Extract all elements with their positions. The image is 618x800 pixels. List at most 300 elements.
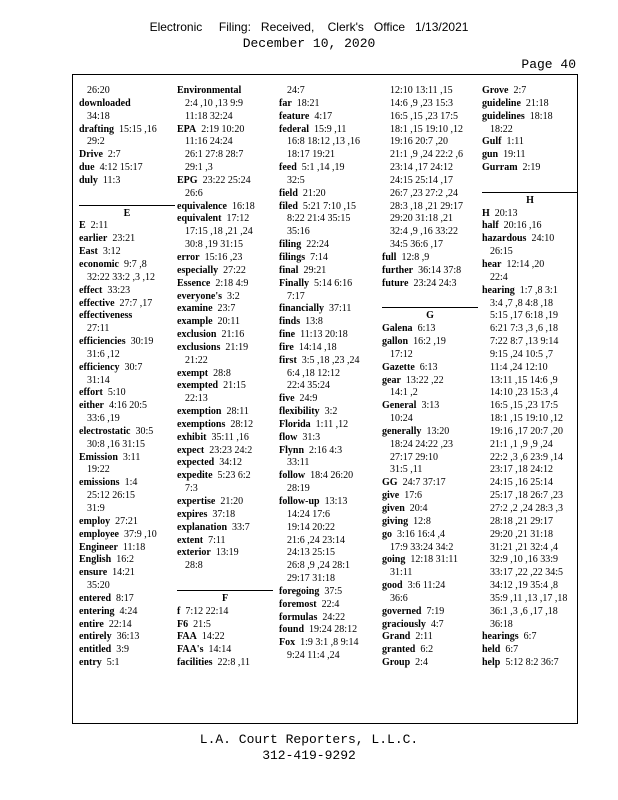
- index-entry: [279, 445, 375, 458]
- page-line-refs: 22:4: [321, 598, 340, 610]
- index-entry: [79, 387, 175, 400]
- index-entry-continuation: [482, 452, 578, 465]
- index-term: examine: [177, 303, 213, 315]
- index-entry-continuation: [382, 136, 478, 149]
- index-entry: [79, 593, 175, 606]
- page-line-refs: 36:1 ,3 ,6 ,17 ,18: [490, 605, 558, 617]
- index-entry-continuation: [382, 452, 478, 465]
- page-line-refs: 17:12: [226, 213, 250, 225]
- index-entry: [382, 336, 478, 349]
- section-divider: [177, 590, 273, 591]
- index-entry: [177, 278, 273, 291]
- page-line-refs: 12:8 ,9: [401, 251, 430, 263]
- page-line-refs: 6:7: [505, 644, 519, 656]
- index-entry: [279, 612, 375, 625]
- page-line-refs: 16:5 ,15 ,23 17:5: [390, 110, 459, 122]
- index-entry-continuation: [279, 175, 375, 188]
- index-entry-continuation: [79, 323, 175, 336]
- page-line-refs: 7:17: [287, 290, 305, 302]
- index-entry-continuation: [79, 85, 175, 98]
- index-entry: [177, 432, 273, 445]
- index-term: entry: [79, 657, 102, 669]
- index-entry: [177, 201, 273, 214]
- page-line-refs: 7:3: [185, 483, 198, 495]
- index-entry: [279, 162, 375, 175]
- index-entry: [177, 522, 273, 535]
- page-line-refs: 11:18: [122, 541, 146, 553]
- index-entry: [79, 175, 175, 188]
- index-entry: [177, 85, 273, 98]
- index-entry-continuation: [382, 593, 478, 606]
- index-term: drafting: [79, 123, 114, 135]
- page-line-refs: 14:24 17:6: [287, 508, 331, 520]
- page-line-refs: 7:22 8:7 ,13 9:14: [490, 336, 559, 348]
- index-entry: [382, 657, 478, 670]
- page-line-refs: 35:11 ,16: [211, 431, 249, 443]
- index-entry-continuation: [382, 149, 478, 162]
- page-line-refs: 5:23 6:2: [217, 470, 251, 482]
- index-entry: [177, 252, 273, 265]
- page-line-refs: 21:1 ,1 ,9 ,9 ,24: [490, 438, 553, 450]
- page-line-refs: 2:7: [107, 149, 121, 161]
- page-line-refs: 24:15 25:14 ,17: [390, 174, 454, 186]
- section-letter: G: [426, 310, 434, 322]
- index-term: Gurram: [482, 162, 518, 174]
- page-line-refs: 21:20: [220, 496, 244, 507]
- index-term: guidelines: [482, 110, 525, 122]
- index-term: follow: [279, 470, 306, 482]
- page-line-refs: 13:11 ,15 14:6 ,9: [490, 374, 558, 386]
- index-entry: [79, 631, 175, 644]
- index-entry: [279, 188, 375, 201]
- page-line-refs: 29:17 31:18: [287, 573, 336, 585]
- index-term: exempted: [177, 380, 219, 392]
- index-entry: [482, 259, 578, 272]
- index-entry-continuation: [279, 483, 375, 496]
- index-entry: [382, 265, 478, 278]
- index-entry-continuation: [382, 239, 478, 252]
- index-term: electrostatic: [79, 425, 131, 437]
- page-line-refs: 3:9: [116, 644, 129, 656]
- page-line-refs: 3:4 ,7 ,8 4:8 ,18: [490, 297, 554, 309]
- index-entry: [79, 336, 175, 349]
- index-entry: [382, 516, 478, 529]
- index-entry-continuation: [482, 477, 578, 490]
- page-line-refs: 36:18: [490, 618, 513, 630]
- page-line-refs: 31:11: [390, 567, 413, 579]
- index-entry: [177, 380, 273, 393]
- index-entry: [382, 362, 478, 375]
- index-term: exclusions: [177, 341, 221, 353]
- index-term: entering: [79, 605, 115, 617]
- index-term: GG: [382, 477, 398, 489]
- page-line-refs: 15:16 ,23: [204, 251, 243, 263]
- index-entry-continuation: [79, 464, 175, 477]
- page-line-refs: 3:12: [102, 246, 121, 258]
- page-line-refs: 25:17 ,18 26:7 ,23: [490, 490, 564, 502]
- index-entry: [279, 201, 375, 214]
- page-line-refs: 17:6: [404, 490, 422, 502]
- page-line-refs: 37:18: [212, 508, 236, 520]
- page-line-refs: 25:12 26:15: [87, 490, 136, 502]
- page-line-refs: 31:6 ,12: [87, 348, 120, 360]
- page-line-refs: 26:7 ,23 27:2 ,24: [390, 187, 459, 199]
- index-term: governed: [382, 605, 422, 617]
- page-line-refs: 32:22 33:2 ,3 ,12: [87, 271, 156, 283]
- index-entry-continuation: [482, 503, 578, 516]
- page-line-refs: 29:20 31:18 ,21: [390, 213, 454, 225]
- index-entry-continuation: [482, 387, 578, 400]
- index-entry: [177, 303, 273, 316]
- index-entry-continuation: [482, 580, 578, 593]
- page-line-refs: 20:16 ,16: [503, 220, 542, 232]
- page-line-refs: 27:7 ,17: [119, 297, 153, 309]
- page-line-refs: 27:11: [87, 323, 110, 335]
- index-term: filing: [279, 239, 302, 251]
- page-line-refs: 35:9 ,11 ,13 ,17 ,18: [490, 592, 568, 604]
- index-entry-continuation: [482, 323, 578, 336]
- index-entry-continuation: [382, 464, 478, 477]
- index-term: Emission: [79, 451, 118, 463]
- index-entry: [177, 619, 273, 632]
- index-term: effective: [79, 297, 115, 309]
- page-line-refs: 28:11: [226, 406, 249, 418]
- index-entry: [482, 162, 578, 175]
- index-term: efficiencies: [79, 336, 126, 348]
- index-entry: [382, 644, 478, 657]
- index-entry-continuation: [279, 380, 375, 393]
- index-entry: [79, 619, 175, 632]
- index-entry-continuation: [177, 560, 273, 573]
- index-term: far: [279, 97, 292, 109]
- page-line-refs: 14:22: [201, 631, 225, 643]
- page-line-refs: 6:21 7:3 ,3 ,6 ,18: [490, 323, 559, 335]
- index-term: exemptions: [177, 418, 226, 430]
- index-term: expedite: [177, 470, 213, 482]
- index-entry-continuation: [382, 439, 478, 452]
- index-entry: [79, 477, 175, 490]
- index-entry-continuation: [177, 573, 273, 586]
- page-line-refs: 15:15 ,16: [119, 123, 157, 135]
- page-line-refs: 4:17: [314, 110, 333, 122]
- index-term: fine: [279, 329, 296, 341]
- index-term: East: [79, 246, 98, 258]
- index-entry-continuation: [79, 503, 175, 516]
- index-entry-continuation: [79, 188, 175, 201]
- page-line-refs: 36:13: [116, 631, 140, 643]
- index-entry: [177, 291, 273, 304]
- page-line-refs: 17:15 ,18 ,21 ,24: [185, 226, 253, 238]
- index-entry: [382, 503, 478, 516]
- page-line-refs: 29:20 ,21 31:18: [490, 528, 554, 540]
- index-entry: [177, 535, 273, 548]
- page-line-refs: 36:14 37:8: [418, 264, 462, 276]
- index-term: filings: [279, 251, 306, 263]
- page-line-refs: 28:12: [230, 418, 254, 430]
- index-entry: [177, 265, 273, 278]
- index-term: generally: [382, 425, 422, 437]
- page-line-refs: 33:23: [107, 284, 131, 296]
- page-line-refs: 18:4 26:20: [310, 470, 354, 482]
- index-entry-continuation: [177, 483, 273, 496]
- page-line-refs: 24:13 25:15: [287, 547, 336, 559]
- index-entry-continuation: [482, 606, 578, 619]
- page-line-refs: 11:13 20:18: [300, 329, 348, 341]
- page-line-refs: 21:5: [193, 618, 211, 630]
- index-term: gun: [482, 149, 499, 161]
- index-entry-continuation: [79, 349, 175, 362]
- page-line-refs: 22:4 35:24: [287, 380, 331, 392]
- index-term: either: [79, 400, 104, 412]
- page-line-refs: 34:18: [87, 110, 110, 122]
- index-entry-continuation: [79, 439, 175, 452]
- page-line-refs: 7:19: [426, 605, 445, 617]
- index-entry: [382, 477, 478, 490]
- footer: [0, 732, 618, 764]
- page-line-refs: 9:15 ,24 10:5 ,7: [490, 348, 554, 360]
- section-letter: F: [221, 592, 229, 604]
- index-entry: [482, 85, 578, 98]
- index-entry: [177, 124, 273, 137]
- page-line-refs: 29:21: [303, 264, 327, 276]
- index-term: follow-up: [279, 496, 320, 507]
- index-entry: [279, 624, 375, 637]
- page-line-refs: 28:8: [185, 560, 203, 572]
- page-line-refs: 36:6: [390, 592, 408, 604]
- index-entry: [279, 252, 375, 265]
- page-line-refs: 23:21: [112, 233, 136, 245]
- page-line-refs: 21:19: [225, 341, 249, 353]
- index-term: future: [382, 277, 409, 289]
- index-entry: [279, 406, 375, 419]
- page-line-refs: 21:6 ,24 23:14: [287, 534, 346, 546]
- index-term: EPA: [177, 123, 197, 135]
- index-entry-continuation: [482, 426, 578, 439]
- page-line-refs: 37:11: [329, 303, 352, 315]
- page-line-refs: 18:21: [296, 97, 320, 109]
- index-column-2: [177, 85, 273, 670]
- page-line-refs: 33:11: [287, 457, 310, 469]
- index-term: formulas: [279, 611, 318, 623]
- page-line-refs: 2:16 4:3: [309, 444, 343, 456]
- page-line-refs: 2:18 4:9: [215, 277, 249, 289]
- page-line-refs: 13:22 ,22: [405, 374, 444, 386]
- index-term: guideline: [482, 97, 521, 109]
- index-term: Environmental: [177, 85, 242, 96]
- index-entry: [79, 529, 175, 542]
- index-entry: [79, 362, 175, 375]
- index-entry-continuation: [177, 239, 273, 252]
- page-line-refs: 30:7: [124, 361, 143, 373]
- index-entry-continuation: [382, 413, 478, 426]
- index-term: finds: [279, 316, 301, 328]
- page-number: Page 40: [521, 57, 576, 72]
- page-line-refs: 22:2 ,3 ,6 23:9 ,14: [490, 451, 564, 463]
- page-line-refs: 34:5 36:6 ,17: [390, 239, 444, 251]
- page-line-refs: 5:10: [107, 387, 126, 399]
- index-entry-continuation: [382, 85, 478, 98]
- index-term: Fox: [279, 637, 296, 649]
- page-line-refs: 14:6 ,9 ,23 15:3: [390, 97, 454, 109]
- index-entry: [482, 111, 578, 124]
- index-entry-continuation: [279, 149, 375, 162]
- page-line-refs: 16:8 18:12 ,13 ,16: [287, 136, 361, 148]
- index-term: expertise: [177, 496, 216, 507]
- index-entry: [382, 426, 478, 439]
- page-line-refs: 20:11: [217, 316, 240, 328]
- page-line-refs: 34:12 ,19 35:4 ,8: [490, 580, 559, 592]
- page-line-refs: 6:7: [523, 631, 537, 643]
- index-entry-continuation: [279, 573, 375, 586]
- section-letter: H: [526, 194, 534, 206]
- page-line-refs: 32:5: [287, 174, 305, 186]
- page-line-refs: 12:14 ,20: [506, 258, 545, 270]
- page-line-refs: 23:22 25:24: [202, 174, 251, 186]
- page-line-refs: 2:11: [415, 631, 433, 643]
- index-entry-continuation: [279, 368, 375, 381]
- index-term: E: [79, 220, 86, 232]
- page-line-refs: 23:23 24:2: [209, 444, 253, 456]
- page-line-refs: 30:5: [135, 425, 154, 437]
- index-entry: [79, 516, 175, 529]
- page-line-refs: 13:20: [426, 425, 450, 437]
- index-entry: [79, 285, 175, 298]
- index-term: entered: [79, 592, 112, 604]
- index-term: f: [177, 605, 181, 617]
- page-line-refs: 19:22: [87, 464, 110, 476]
- page-line-refs: 13:19: [215, 547, 239, 559]
- index-term: especially: [177, 264, 219, 276]
- page-line-refs: 2:11: [90, 220, 109, 232]
- index-entry: [382, 529, 478, 542]
- index-term: flexibility: [279, 406, 320, 418]
- index-term: error: [177, 251, 200, 263]
- index-term: equivalent: [177, 213, 222, 225]
- page-line-refs: 26:15: [490, 246, 513, 258]
- page-line-refs: 27:17 29:10: [390, 451, 439, 463]
- index-term: hazardous: [482, 233, 527, 245]
- index-entry: [79, 567, 175, 580]
- index-entry-continuation: [177, 98, 273, 111]
- index-term: duly: [79, 174, 98, 186]
- page-line-refs: 14:21: [112, 567, 135, 579]
- index-entry-continuation: [279, 560, 375, 573]
- page-line-refs: 11:4 ,24 12:10: [490, 361, 548, 373]
- index-entry-continuation: [279, 522, 375, 535]
- index-term: FAA's: [177, 644, 204, 656]
- page-line-refs: 2:19 10:20: [201, 123, 245, 135]
- page-line-refs: 6:13: [417, 323, 436, 335]
- page-line-refs: 22:4: [490, 271, 508, 283]
- index-entry-continuation: [79, 272, 175, 285]
- index-entry: [177, 606, 273, 619]
- page-line-refs: 3:11: [122, 451, 141, 463]
- index-entry: [382, 580, 478, 593]
- page-line-refs: 35:16: [287, 226, 310, 238]
- index-entry: [279, 432, 375, 445]
- index-entry-continuation: [279, 136, 375, 149]
- index-entry: [177, 547, 273, 560]
- index-entry: [279, 637, 375, 650]
- index-entry: [79, 657, 175, 670]
- page-line-refs: 21:16: [221, 329, 245, 341]
- index-term: EPG: [177, 174, 198, 186]
- page-line-refs: 12:18 31:11: [410, 554, 459, 566]
- index-entry-continuation: [482, 413, 578, 426]
- index-entry: [177, 657, 273, 670]
- index-entry-continuation: [279, 457, 375, 470]
- index-entry: [177, 445, 273, 458]
- page-line-refs: 4:12 15:17: [99, 162, 143, 174]
- index-term: further: [382, 264, 414, 276]
- index-term: entirely: [79, 631, 112, 643]
- index-entry-continuation: [482, 490, 578, 503]
- page-line-refs: 1:11 ,12: [315, 418, 349, 430]
- index-entry: [79, 149, 175, 162]
- index-entry: [279, 265, 375, 278]
- page-line-refs: 19:16 ,17 20:7 ,20: [490, 425, 564, 437]
- page-line-refs: 3:5 ,18 ,23 ,24: [301, 354, 360, 366]
- page-line-refs: 1:7 ,8 3:1: [519, 284, 558, 296]
- page-line-refs: 24:7: [287, 85, 305, 96]
- index-term: held: [482, 644, 501, 656]
- index-entry: [382, 490, 478, 503]
- index-entry: [177, 329, 273, 342]
- page-line-refs: 18:17 19:21: [287, 149, 336, 161]
- page-line-refs: 9:24 11:4 ,24: [287, 650, 340, 662]
- page-line-refs: 3:16 16:4 ,4: [397, 528, 446, 540]
- index-entry: [79, 220, 175, 233]
- index-term: exterior: [177, 547, 211, 559]
- index-entry: [79, 246, 175, 259]
- transcript-date: December 10, 2020: [242, 36, 376, 51]
- page-line-refs: 2:4: [415, 657, 428, 669]
- page-line-refs: 20:13: [494, 207, 518, 219]
- page-line-refs: 1:4: [124, 477, 138, 489]
- index-entry-continuation: [382, 201, 478, 214]
- page-line-refs: 2:7: [513, 85, 527, 96]
- page-line-refs: 6:13: [419, 361, 438, 373]
- index-entry-continuation: [482, 298, 578, 311]
- index-entry: [482, 208, 578, 221]
- page-line-refs: 21:22: [185, 354, 208, 366]
- page-line-refs: 21:1 ,9 ,24 22:2 ,6: [390, 149, 464, 161]
- index-entry-continuation: [482, 246, 578, 259]
- page-line-refs: 24:22: [322, 611, 346, 623]
- index-entry-continuation: [482, 362, 578, 375]
- index-entry: [79, 606, 175, 619]
- index-term: due: [79, 162, 95, 174]
- index-entry: [79, 310, 175, 323]
- page-line-refs: 12:8: [413, 515, 431, 527]
- page-line-refs: 20:4: [409, 503, 428, 514]
- page-line-refs: 5:1 ,14 ,19: [301, 162, 345, 174]
- index-term: exhibit: [177, 431, 207, 443]
- index-term: economic: [79, 258, 119, 270]
- page-line-refs: 1:11: [506, 136, 524, 148]
- page-line-refs: 28:19: [287, 483, 310, 495]
- page-line-refs: 16:18: [232, 200, 255, 212]
- page-line-refs: 8:17: [116, 592, 134, 604]
- index-entry: [482, 644, 578, 657]
- reporter-phone: 312-419-9292: [262, 748, 356, 763]
- index-entry: [382, 606, 478, 619]
- section-letter: E: [123, 207, 131, 219]
- page-line-refs: 3:2: [324, 406, 338, 418]
- page-line-refs: 11:3: [102, 174, 121, 186]
- index-entry-continuation: [482, 349, 578, 362]
- page-line-refs: 34:12: [219, 457, 242, 469]
